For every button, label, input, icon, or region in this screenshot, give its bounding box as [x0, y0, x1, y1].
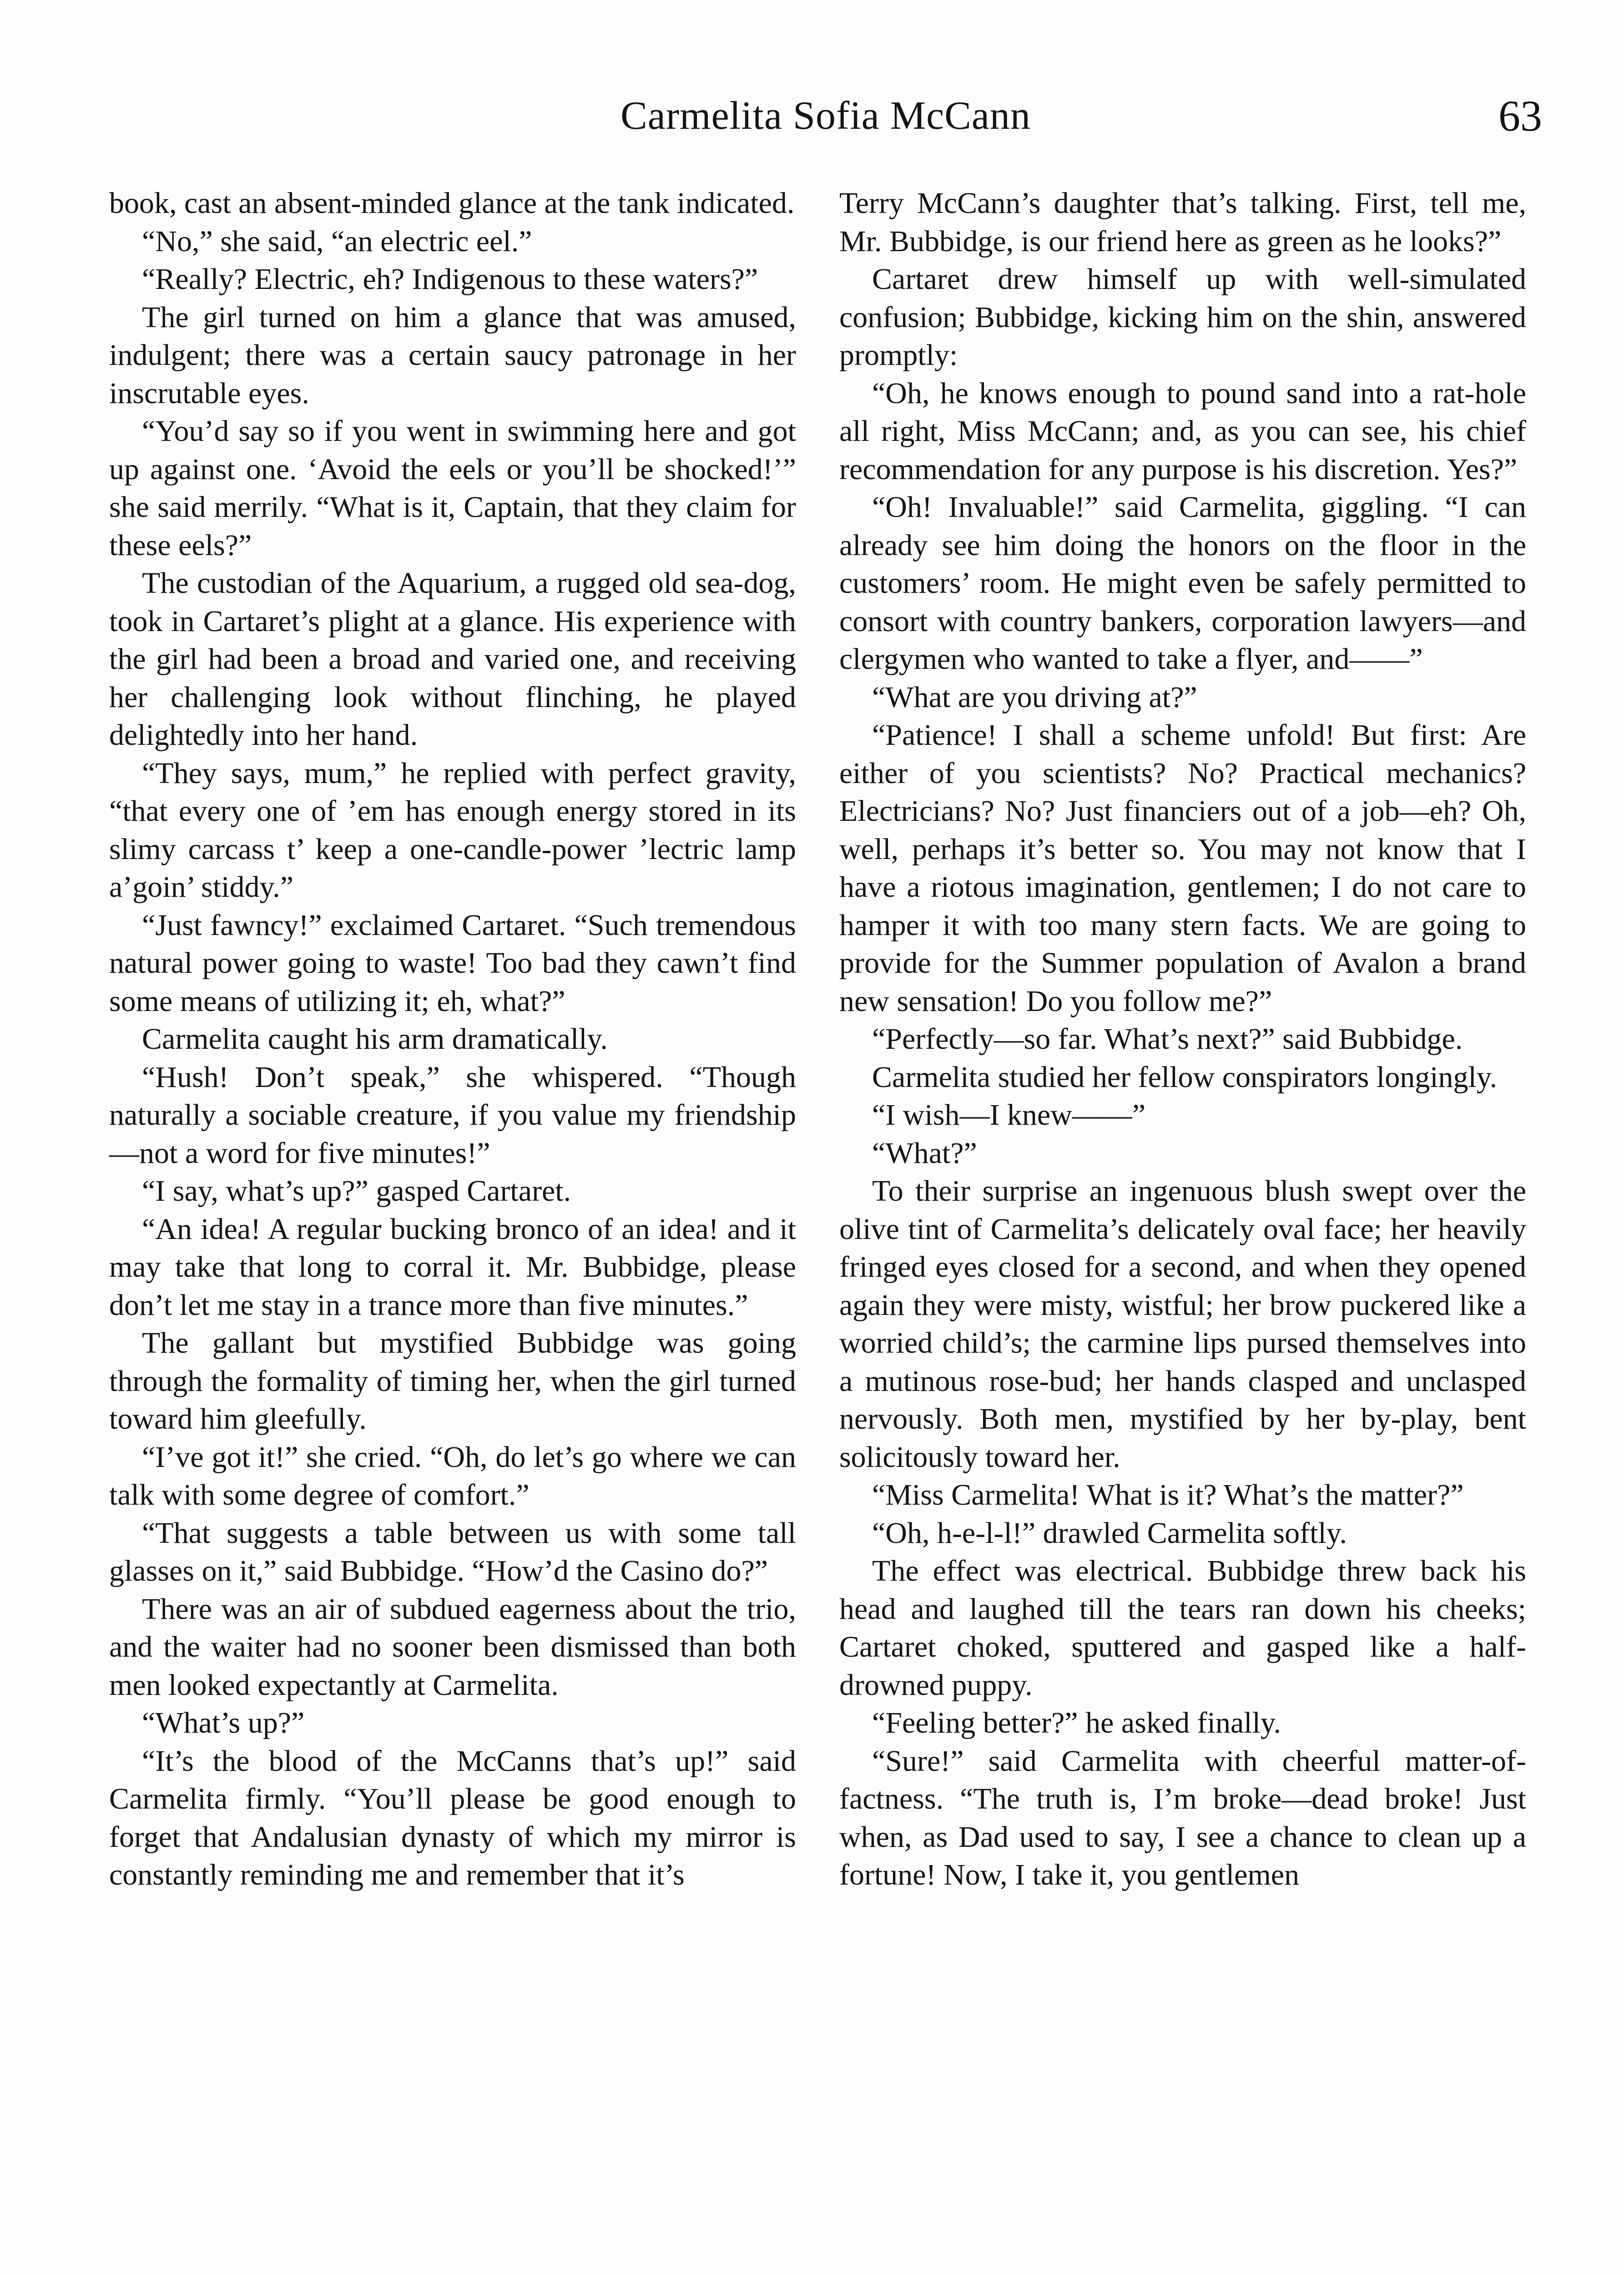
paragraph: The effect was electrical. Bubbidge threw back his head and laughed till the tears ran down his cheeks; Cartaret choked, sputtered and gasped like a half-drowned puppy.: [839, 1554, 1526, 1702]
paragraph: “I say, what’s up?” gasped Cartaret.: [142, 1174, 571, 1208]
paragraph: “What are you driving at?”: [872, 680, 1197, 714]
paragraph: The girl turned on him a glance that was amused, indulgent; there was a certain saucy patronage in her inscrutable eyes.: [109, 300, 796, 410]
paragraph: To their surprise an ingenuous blush swept over the olive tint of Carmelita’s delicately oval face; her heavily fringed eyes closed for a second, and when they opened again they were misty, wistful; her brow puckered like a worried child’s; the carmine lips pursed themselves into a mutinous rose-bud; her hands clasped and unclasped nervously. Both men, mystified by her by-play, bent solicitously toward her.: [839, 1174, 1526, 1474]
paragraph: “Oh, h-e-l-l!” drawled Carmelita softly.: [872, 1516, 1347, 1550]
paragraph: There was an air of subdued eagerness about the trio, and the waiter had no sooner been dismissed than both men looked expectantly at Carmelita.: [109, 1592, 796, 1702]
paragraph: Terry McCann’s daughter that’s talking. First, tell me, Mr. Bubbidge, is our friend here as green as he looks?”: [839, 187, 1526, 258]
paragraph: “Just fawncy!” exclaimed Cartaret. “Such tremendous natural power going to waste! Too bad they cawn’t find some means of utilizing it; eh, what?”: [109, 908, 796, 1018]
paragraph: “Miss Carmelita! What is it? What’s the matter?”: [872, 1478, 1464, 1512]
running-title: Carmelita Sofia McCann: [620, 94, 1031, 138]
paragraph: “That suggests a table between us with some tall glasses on it,” said Bubbidge. “How’d the Casino do?”: [109, 1516, 796, 1587]
paragraph: Cartaret drew himself up with well-simulated confusion; Bubbidge, kicking him on the shin, answered promptly:: [839, 263, 1526, 372]
right-text-column: [839, 184, 1526, 1894]
paragraph: “No,” she said, “an electric eel.”: [142, 224, 532, 258]
paragraph: “They says, mum,” he replied with perfect gravity, “that every one of ’em has enough energy stored in its slimy carcass t’ keep a one-candle-power ’lectric lamp a’goin’ stiddy.”: [109, 756, 796, 904]
paragraph: “Perfectly—so far. What’s next?” said Bubbidge.: [872, 1022, 1463, 1056]
paragraph: “Oh, he knows enough to pound sand into a rat-hole all right, Miss McCann; and, as you can see, his chief recommendation for any purpose is his discretion. Yes?”: [839, 376, 1526, 486]
paragraph: “Really? Electric, eh? Indigenous to these waters?”: [142, 263, 758, 296]
paragraph: “I’ve got it!” she cried. “Oh, do let’s go where we can talk with some degree of comfort.”: [109, 1440, 796, 1512]
paragraph: “Sure!” said Carmelita with cheerful matter-of-factness. “The truth is, I’m broke—dead broke! Just when, as Dad used to say, I see a chance to clean up a fortune! Now, I take it, you gentlemen: [839, 1744, 1526, 1891]
paragraph: The custodian of the Aquarium, a rugged old sea-dog, took in Cartaret’s plight at a glance. His experience with the girl had been a broad and varied one, and receiving her challenging look without flinching, he played delightedly into her hand.: [109, 566, 796, 752]
paragraph: “Feeling better?” he asked finally.: [872, 1706, 1281, 1739]
paragraph: “Hush! Don’t speak,” she whispered. “Though naturally a sociable creature, if you value my friendship—not a word for five minutes!”: [109, 1060, 796, 1170]
paragraph: “What?”: [872, 1136, 977, 1170]
paragraph: “Patience! I shall a scheme unfold! But first: Are either of you scientists? No? Practical mechanics? Electricians? No? Just financiers out of a job—eh? Oh, well, perhaps it’s better so. You may not know that I have a riotous imagination, gentlemen; I do not care to hamper it with too many stern facts. We are going to provide for the Summer population of Avalon a brand new sensation! Do you follow me?”: [839, 718, 1526, 1018]
paragraph: “An idea! A regular bucking bronco of an idea! and it may take that long to corral it. Mr. Bubbidge, please don’t let me stay in a trance more than five minutes.”: [109, 1212, 796, 1322]
paragraph: “You’d say so if you went in swimming here and got up against one. ‘Avoid the eels or you’ll be shocked!’” she said merrily. “What is it, Captain, that they claim for these eels?”: [109, 415, 796, 562]
paragraph: “I wish—I knew——”: [872, 1098, 1146, 1132]
paragraph: Carmelita caught his arm dramatically.: [142, 1022, 608, 1056]
paragraph: “Oh! Invaluable!” said Carmelita, giggling. “I can already see him doing the honors on the floor in the customers’ room. He might even be safely permitted to consort with country bankers, corporation lawyers—and clergymen who wanted to take a flyer, and——”: [839, 490, 1526, 676]
paragraph: “What’s up?”: [142, 1706, 305, 1739]
left-text-column: [109, 184, 796, 1894]
running-header: [109, 89, 1542, 157]
paragraph: The gallant but mystified Bubbidge was going through the formality of timing her, when the girl turned toward him gleefully.: [109, 1326, 796, 1436]
paragraph: book, cast an absent-minded glance at the tank indicated.: [109, 187, 795, 220]
paragraph: Carmelita studied her fellow conspirators longingly.: [872, 1060, 1498, 1094]
paragraph: “It’s the blood of the McCanns that’s up!” said Carmelita firmly. “You’ll please be good enough to forget that Andalusian dynasty of which my mirror is constantly reminding me and remember that it’s: [109, 1744, 796, 1891]
page-number: 63: [1498, 91, 1542, 140]
